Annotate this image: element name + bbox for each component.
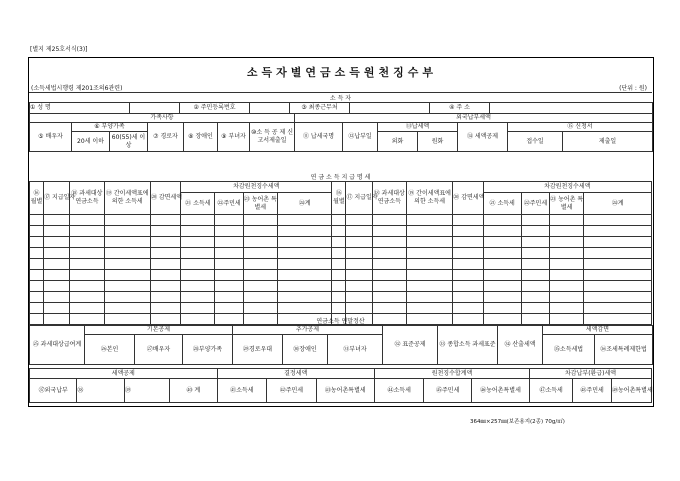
grid-cell[interactable] — [30, 215, 44, 226]
grid-cell[interactable] — [453, 226, 483, 237]
grid-cell[interactable] — [483, 237, 521, 248]
tax-reduction-label: 세액감면 — [543, 326, 653, 335]
name-field[interactable] — [130, 103, 180, 114]
submitted-date-label: 제출일 — [563, 132, 653, 152]
grid-cell[interactable] — [584, 248, 652, 259]
grid-cell[interactable] — [243, 270, 277, 281]
grid-cell[interactable] — [215, 237, 243, 248]
grid-cell[interactable] — [453, 248, 483, 259]
grid-cell[interactable] — [70, 259, 104, 270]
table-row — [30, 259, 652, 270]
grid-cell[interactable] — [521, 281, 549, 292]
grid-cell[interactable] — [550, 237, 584, 248]
grid-cell[interactable] — [550, 215, 584, 226]
woman-deduction-label: ㉛부녀자 — [328, 335, 383, 365]
grid-cell[interactable] — [453, 237, 483, 248]
rural-tax-label: ㉓ 농어촌 특별세 — [243, 193, 277, 215]
grid-cell[interactable] — [521, 215, 549, 226]
grid-cell[interactable] — [332, 270, 346, 281]
section-income-earner: 소 득 자 — [329, 95, 352, 102]
dependents-deduction-label: ㉘부양가족 — [183, 335, 233, 365]
grid-cell[interactable] — [406, 292, 452, 303]
grid-cell[interactable] — [550, 303, 584, 314]
determined-income-tax: ㊶소득세 — [217, 379, 267, 403]
grid-cell[interactable] — [332, 303, 346, 314]
grid-cell[interactable] — [215, 259, 243, 270]
grid-cell[interactable] — [372, 292, 406, 303]
income-report-label: ⑩소 득 공 제 신고서제출일 — [250, 123, 295, 152]
table-row — [30, 281, 652, 292]
won-label: 원화 — [418, 132, 458, 152]
resident-no-label: ② 주민등록번호 — [180, 103, 250, 114]
grid-cell[interactable] — [406, 259, 452, 270]
received-date-label: 접수일 — [508, 132, 563, 152]
balance-rural-tax: ㊾농어촌특별세 — [612, 379, 652, 403]
grid-cell[interactable] — [521, 237, 549, 248]
foreign-currency-label: 외화 — [378, 132, 418, 152]
grid-cell[interactable] — [150, 270, 180, 281]
tax-country-label: ⑪ 납세국명 — [295, 123, 343, 152]
grid-cell[interactable] — [70, 215, 104, 226]
special-law-label: ㊱조세특례제한법 — [595, 335, 653, 365]
grid-cell[interactable] — [150, 281, 180, 292]
grid-cell[interactable] — [332, 248, 346, 259]
grid-cell[interactable] — [346, 237, 372, 248]
grid-cell[interactable] — [332, 215, 346, 226]
withholding-label-2: 차감원천징수세액 — [483, 182, 651, 193]
grid-cell[interactable] — [70, 270, 104, 281]
withholding-label: 차감원천징수세액 — [181, 182, 332, 193]
grid-cell[interactable] — [346, 303, 372, 314]
under20-label: 20세 이하 — [72, 132, 110, 152]
grid-cell[interactable] — [550, 248, 584, 259]
grid-cell[interactable] — [104, 292, 150, 303]
income-tax-label-2: ㉑ 소득세 — [483, 193, 521, 215]
grid-cell[interactable] — [406, 248, 452, 259]
table-row — [30, 303, 652, 314]
payment-header: 연 금 소 득 지 급 명 세 — [310, 174, 371, 181]
credit-39-label: ㊴ — [124, 379, 169, 403]
grid-cell[interactable] — [372, 237, 406, 248]
grid-cell[interactable] — [104, 259, 150, 270]
grid-cell[interactable] — [277, 237, 331, 248]
tax-base-label: ㉝ 종합소득 과세표준 — [438, 326, 498, 365]
grid-cell[interactable] — [584, 226, 652, 237]
grid-cell[interactable] — [70, 226, 104, 237]
grid-cell[interactable] — [550, 281, 584, 292]
final-table — [29, 368, 652, 403]
grid-cell[interactable] — [372, 270, 406, 281]
grid-cell[interactable] — [277, 292, 331, 303]
month-label: ⑯ 월별 — [30, 182, 44, 215]
determined-resident-tax: ㊷주민세 — [267, 379, 317, 403]
final-dept-label: ③ 최종근무처 — [290, 103, 350, 114]
grid-cell[interactable] — [215, 303, 243, 314]
grid-cell[interactable] — [44, 226, 70, 237]
grid-cell[interactable] — [44, 303, 70, 314]
woman-label: ⑨ 부녀자 — [218, 123, 250, 152]
grid-cell[interactable] — [332, 259, 346, 270]
withheld-rural-tax: ㊻농어촌특별세 — [471, 379, 529, 403]
grid-cell[interactable] — [30, 226, 44, 237]
taxable-label: ⑱ 과세대상 연금소득 — [70, 182, 104, 215]
grid-cell[interactable] — [521, 270, 549, 281]
grid-cell[interactable] — [372, 248, 406, 259]
grid-cell[interactable] — [584, 281, 652, 292]
grid-cell[interactable] — [277, 259, 331, 270]
resident-no-field[interactable] — [250, 103, 290, 114]
grid-cell[interactable] — [346, 270, 372, 281]
grid-cell[interactable] — [584, 259, 652, 270]
address-field[interactable] — [490, 103, 653, 114]
grid-cell[interactable] — [150, 292, 180, 303]
grid-cell[interactable] — [104, 237, 150, 248]
taxable-label-2: ⑱ 과세대상 연금소득 — [372, 182, 406, 215]
pay-date-label: ⑰ 지급일자 — [44, 182, 70, 215]
grid-cell[interactable] — [332, 292, 346, 303]
grid-cell[interactable] — [372, 226, 406, 237]
grid-cell[interactable] — [243, 303, 277, 314]
calc-tax-label: ㉞ 산출세액 — [498, 326, 543, 365]
table-row — [30, 215, 652, 226]
grid-cell[interactable] — [584, 292, 652, 303]
family-header: 가족사항 — [30, 114, 295, 123]
grid-cell[interactable] — [277, 226, 331, 237]
withheld-resident-tax: ㊺주민세 — [424, 379, 471, 403]
grid-cell[interactable] — [483, 259, 521, 270]
family-foreign-table — [29, 113, 653, 152]
month-label-2: ⑯ 월별 — [332, 182, 346, 215]
disabled-deduction-label: ㉚장애인 — [283, 335, 328, 365]
determined-header: 결정세액 — [217, 369, 374, 379]
grid-cell[interactable] — [70, 303, 104, 314]
grid-cell[interactable] — [243, 237, 277, 248]
grid-cell[interactable] — [215, 281, 243, 292]
grid-cell[interactable] — [584, 270, 652, 281]
grid-cell[interactable] — [215, 248, 243, 259]
grid-cell[interactable] — [104, 303, 150, 314]
grid-cell[interactable] — [346, 292, 372, 303]
reduction-label: ⑳ 감면세액 — [150, 182, 180, 215]
grid-cell[interactable] — [181, 259, 215, 270]
balance-resident-tax: ㊽주민세 — [573, 379, 612, 403]
credit-38-label: ㊳ — [77, 379, 124, 403]
grid-cell[interactable] — [584, 303, 652, 314]
tax-amount-label: ⑬납세액 — [378, 123, 458, 132]
grid-cell[interactable] — [30, 259, 44, 270]
grid-cell[interactable] — [406, 270, 452, 281]
grid-cell[interactable] — [181, 215, 215, 226]
disabled-label: ⑧ 장애인 — [184, 123, 218, 152]
total-label-2: ㉔계 — [584, 193, 652, 215]
form-frame — [28, 57, 654, 407]
resident-tax-label: ㉒주민세 — [215, 193, 243, 215]
grid-cell[interactable] — [332, 281, 346, 292]
grid-cell[interactable] — [483, 281, 521, 292]
tax-deduction-label: ⑭ 세액공제 — [458, 123, 508, 152]
elderly-label: ⑦ 경로자 — [148, 123, 184, 152]
grid-cell[interactable] — [243, 292, 277, 303]
grid-cell[interactable] — [521, 292, 549, 303]
table-row — [30, 237, 652, 248]
grid-cell[interactable] — [483, 303, 521, 314]
grid-cell[interactable] — [215, 215, 243, 226]
address-label: ④ 주 소 — [430, 103, 490, 114]
grid-cell[interactable] — [550, 270, 584, 281]
basic-deduction-label: 기본공제 — [85, 326, 233, 335]
grid-cell[interactable] — [150, 259, 180, 270]
rural-tax-label-2: ㉓ 농어촌 특별세 — [550, 193, 584, 215]
grid-cell[interactable] — [181, 226, 215, 237]
grid-cell[interactable] — [70, 281, 104, 292]
grid-cell[interactable] — [150, 248, 180, 259]
grid-cell[interactable] — [584, 215, 652, 226]
grid-cell[interactable] — [332, 237, 346, 248]
grid-cell[interactable] — [150, 303, 180, 314]
grid-cell[interactable] — [346, 281, 372, 292]
payment-table — [29, 181, 652, 325]
form-title: 소득자별연금소득원천징수부 — [246, 66, 438, 79]
pay-date-label-2: ⑰ 지급일자 — [346, 182, 372, 215]
grid-cell[interactable] — [44, 215, 70, 226]
grid-cell[interactable] — [44, 281, 70, 292]
table-row — [30, 270, 652, 281]
spouse-label: ⑤ 배우자 — [30, 123, 72, 152]
grid-cell[interactable] — [104, 281, 150, 292]
form-number: [별지 제25호서식(3)] — [30, 46, 88, 53]
grid-cell[interactable] — [550, 292, 584, 303]
grid-cell[interactable] — [30, 248, 44, 259]
grid-cell[interactable] — [346, 248, 372, 259]
grid-cell[interactable] — [150, 226, 180, 237]
simplified-label-2: ⑲ 간이세액표에 의한 소득세 — [406, 182, 452, 215]
grid-cell[interactable] — [483, 270, 521, 281]
determined-rural-tax: ㊸농어촌특별세 — [316, 379, 374, 403]
grid-cell[interactable] — [181, 292, 215, 303]
withheld-income-tax: ㊹소득세 — [374, 379, 424, 403]
simplified-label: ⑲ 간이세액표에 의한 소득세 — [104, 182, 150, 215]
grid-cell[interactable] — [332, 226, 346, 237]
grid-cell[interactable] — [44, 248, 70, 259]
grid-cell[interactable] — [243, 259, 277, 270]
grid-cell[interactable] — [277, 303, 331, 314]
grid-cell[interactable] — [104, 215, 150, 226]
self-label: ㉖본인 — [85, 335, 135, 365]
table-row — [30, 248, 652, 259]
grid-cell[interactable] — [453, 292, 483, 303]
grid-cell[interactable] — [277, 215, 331, 226]
paid-date-label: ⑫납부일 — [343, 123, 378, 152]
spouse-deduction-label: ㉗배우자 — [135, 335, 183, 365]
name-label: ① 성 명 — [30, 103, 130, 114]
grid-cell[interactable] — [243, 248, 277, 259]
grid-cell[interactable] — [243, 281, 277, 292]
unit-label: (단위 : 원) — [619, 85, 647, 92]
grid-cell[interactable] — [181, 237, 215, 248]
grid-cell[interactable] — [406, 237, 452, 248]
grid-cell[interactable] — [453, 303, 483, 314]
credit-total-label: ㊵ 계 — [170, 379, 217, 403]
grid-cell[interactable] — [70, 248, 104, 259]
grid-cell[interactable] — [44, 292, 70, 303]
grid-cell[interactable] — [483, 292, 521, 303]
grid-cell[interactable] — [346, 226, 372, 237]
dependents-label: ⑥ 부양가족 — [72, 123, 148, 132]
grid-cell[interactable] — [44, 259, 70, 270]
grid-cell[interactable] — [181, 248, 215, 259]
grid-cell[interactable] — [70, 237, 104, 248]
grid-cell[interactable] — [584, 237, 652, 248]
annual-header: 연금소득 연말정산 — [316, 318, 365, 325]
income-tax-law-label: ㉟소득세법 — [543, 335, 595, 365]
grid-cell[interactable] — [30, 281, 44, 292]
grid-cell[interactable] — [181, 270, 215, 281]
final-dept-field[interactable] — [350, 103, 430, 114]
application-label: ⑮ 신청서 — [508, 123, 653, 132]
resident-tax-label-2: ㉒주민세 — [521, 193, 549, 215]
reduction-label-2: ⑳ 감면세액 — [453, 182, 483, 215]
grid-cell[interactable] — [521, 303, 549, 314]
foreign-header: 외국납부세액 — [295, 114, 653, 123]
grid-cell[interactable] — [453, 215, 483, 226]
grid-cell[interactable] — [181, 281, 215, 292]
grid-cell[interactable] — [30, 303, 44, 314]
grid-cell[interactable] — [483, 226, 521, 237]
grid-cell[interactable] — [521, 226, 549, 237]
grid-cell[interactable] — [215, 226, 243, 237]
grid-cell[interactable] — [243, 226, 277, 237]
standard-deduction-label: ㉜ 표준공제 — [383, 326, 438, 365]
grid-cell[interactable] — [483, 215, 521, 226]
grid-cell[interactable] — [181, 303, 215, 314]
grid-cell[interactable] — [406, 303, 452, 314]
grid-cell[interactable] — [372, 259, 406, 270]
law-reference: (소득세법시행령 제201조의6관련) — [31, 85, 123, 92]
grid-cell[interactable] — [44, 237, 70, 248]
grid-cell[interactable] — [215, 270, 243, 281]
table-row — [30, 226, 652, 237]
foreign-paid-label: ㊲외국납부 — [30, 379, 77, 403]
grid-cell[interactable] — [550, 259, 584, 270]
grid-cell[interactable] — [521, 259, 549, 270]
balance-header: 차감납부(환급)세액 — [530, 369, 652, 379]
grid-cell[interactable] — [243, 215, 277, 226]
grid-cell[interactable] — [453, 259, 483, 270]
total-label: ㉔계 — [277, 193, 331, 215]
elderly-deduction-label: ㉙경로우대 — [233, 335, 283, 365]
grid-cell[interactable] — [453, 281, 483, 292]
grid-cell[interactable] — [372, 281, 406, 292]
grid-cell[interactable] — [406, 215, 452, 226]
grid-cell[interactable] — [346, 259, 372, 270]
grid-cell[interactable] — [30, 292, 44, 303]
annual-table — [29, 325, 653, 365]
grid-cell[interactable] — [150, 215, 180, 226]
grid-cell[interactable] — [104, 226, 150, 237]
grid-cell[interactable] — [277, 248, 331, 259]
grid-cell[interactable] — [104, 270, 150, 281]
grid-cell[interactable] — [453, 270, 483, 281]
grid-cell[interactable] — [550, 226, 584, 237]
grid-cell[interactable] — [483, 248, 521, 259]
withheld-header: 원천징수합계액 — [374, 369, 529, 379]
grid-cell[interactable] — [406, 281, 452, 292]
balance-income-tax: ㊼소득세 — [530, 379, 573, 403]
credit-header: 세액공제 — [30, 369, 218, 379]
grid-cell[interactable] — [406, 226, 452, 237]
income-tax-label: ㉑ 소득세 — [181, 193, 215, 215]
grid-cell[interactable] — [521, 248, 549, 259]
grid-cell[interactable] — [372, 215, 406, 226]
grid-cell[interactable] — [277, 281, 331, 292]
grid-cell[interactable] — [30, 270, 44, 281]
table-row — [30, 292, 652, 303]
grid-cell[interactable] — [215, 292, 243, 303]
grid-cell[interactable] — [30, 237, 44, 248]
paper-spec: 364㎜×257㎜(보존용지(2종) 70g/㎡) — [470, 419, 565, 425]
grid-cell[interactable] — [104, 248, 150, 259]
additional-deduction-label: 추가공제 — [233, 326, 383, 335]
grid-cell[interactable] — [346, 215, 372, 226]
grid-cell[interactable] — [150, 237, 180, 248]
grid-cell[interactable] — [372, 303, 406, 314]
taxable-total-label: ㉕ 과세대상급여계 — [30, 326, 85, 365]
over60-label: 60(55)세 이상 — [110, 132, 148, 152]
grid-cell[interactable] — [70, 292, 104, 303]
grid-cell[interactable] — [44, 270, 70, 281]
grid-cell[interactable] — [277, 270, 331, 281]
